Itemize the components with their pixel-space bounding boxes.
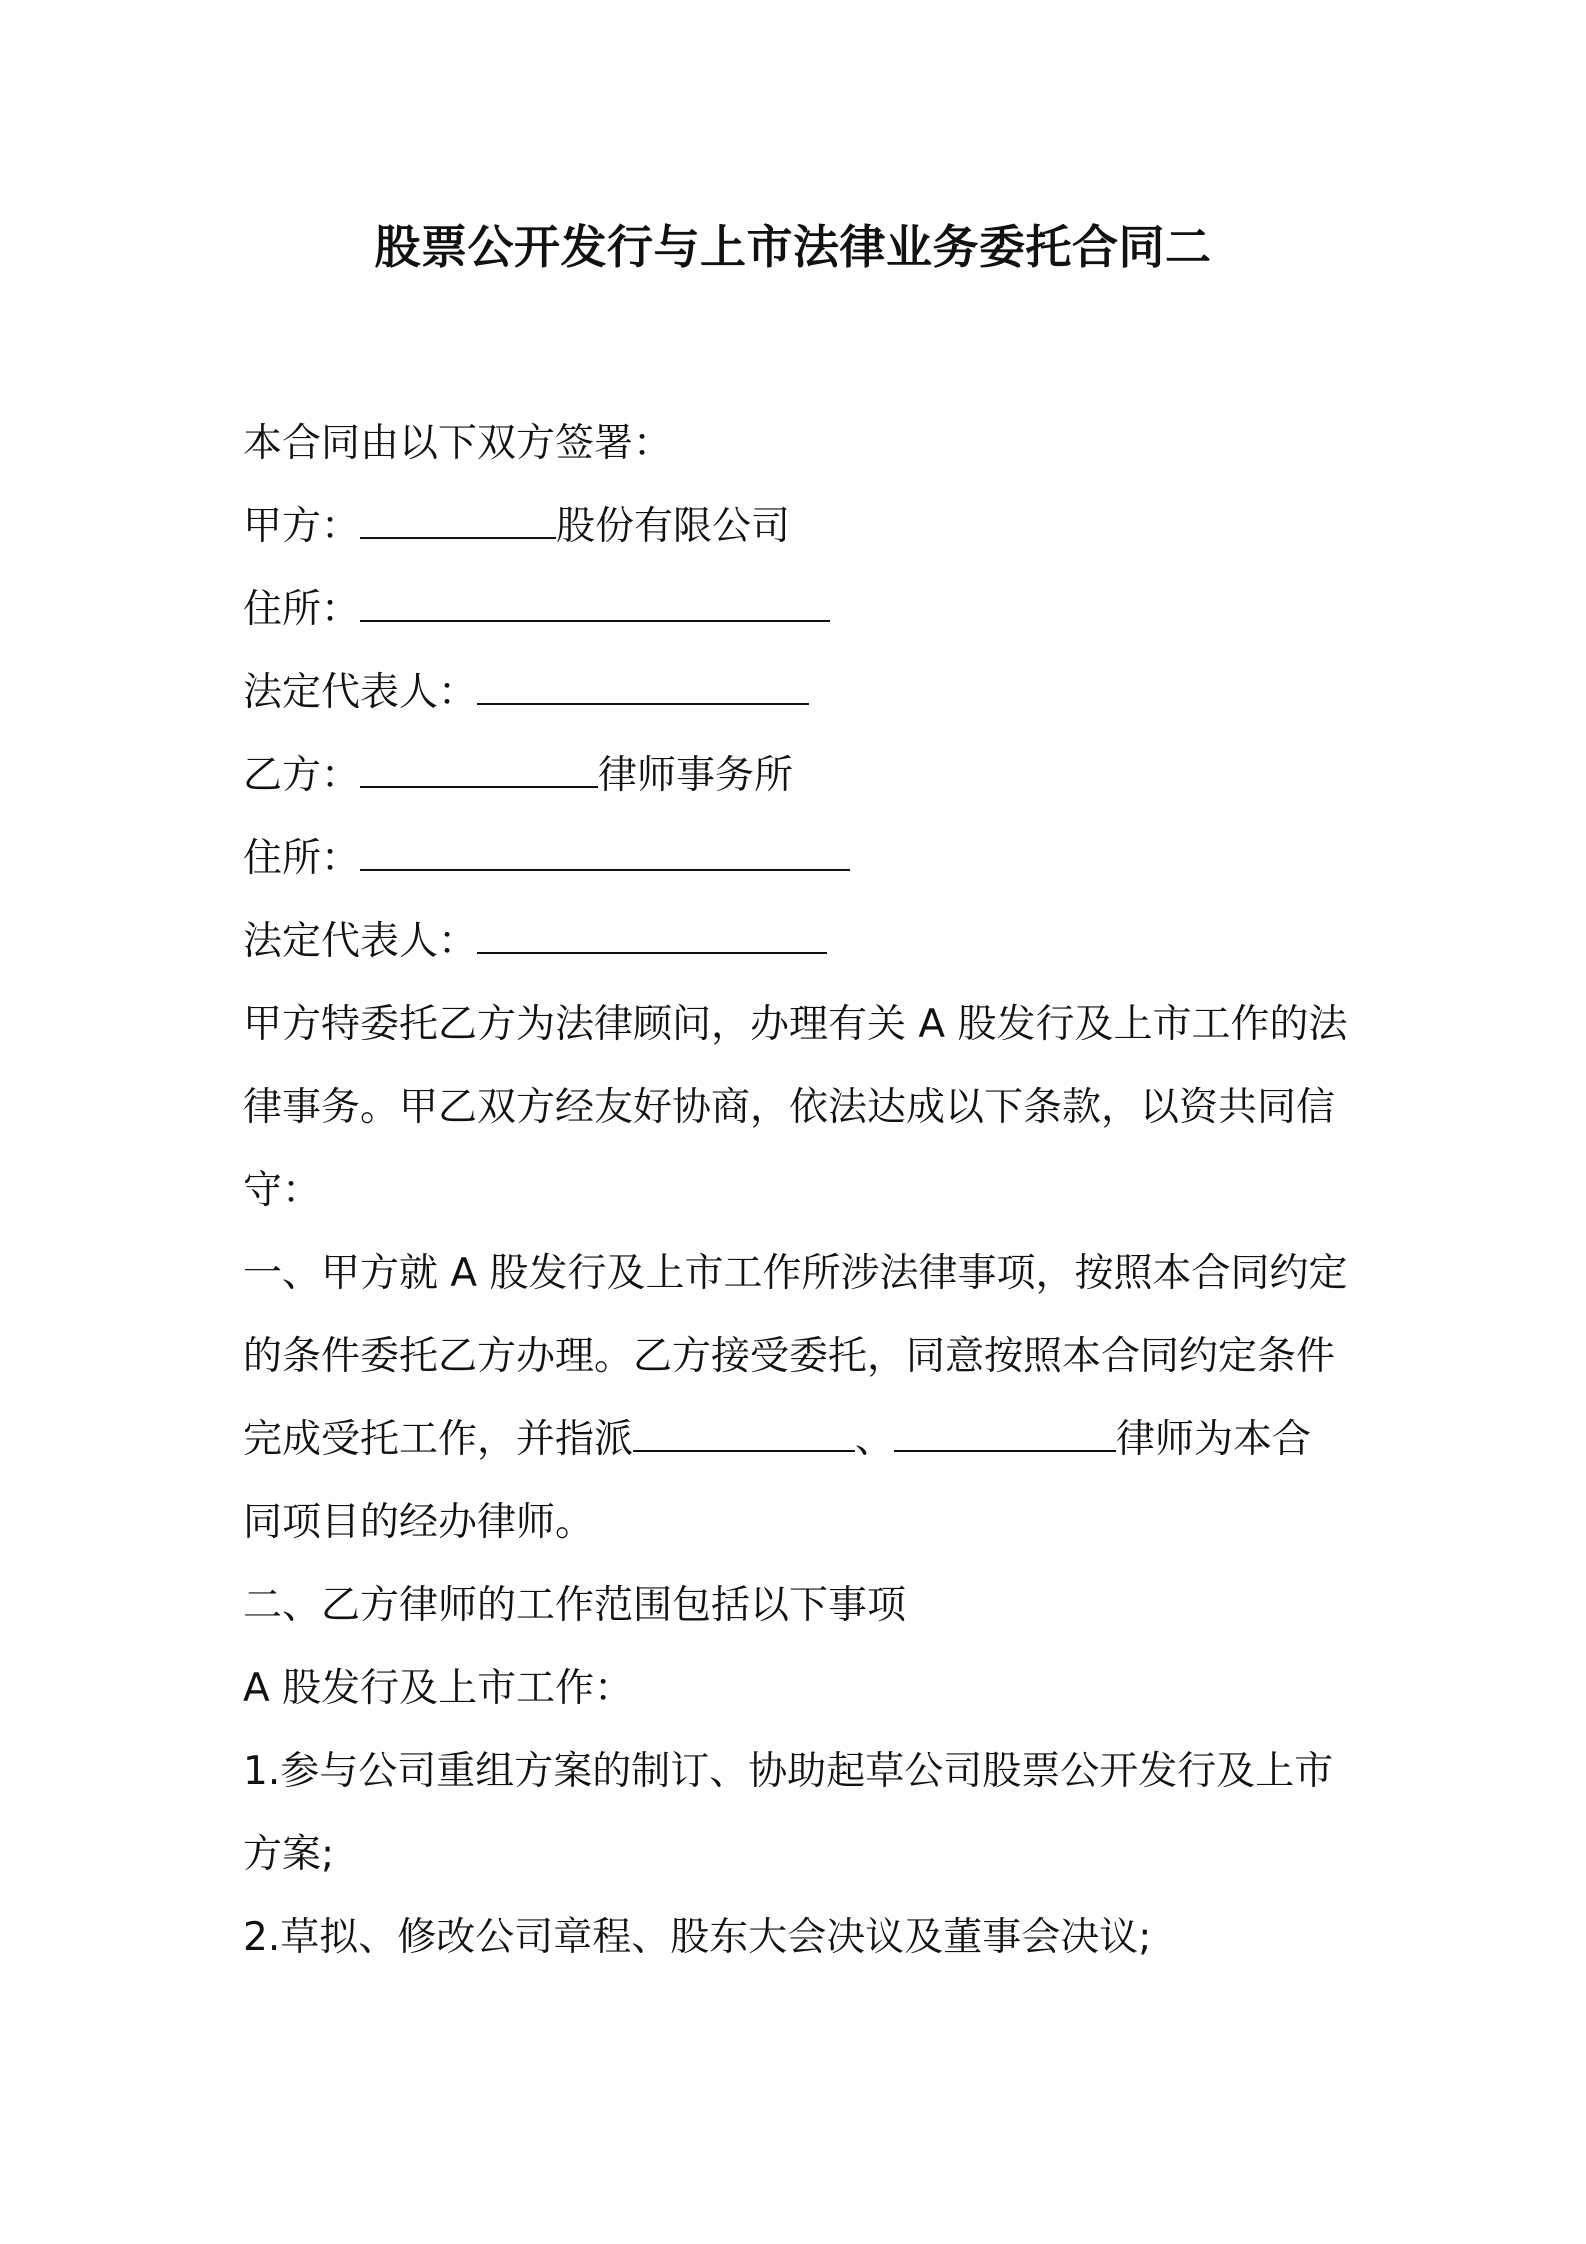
party-a-rep-blank[interactable]: [477, 667, 809, 705]
party-a-label: 甲方：: [243, 504, 361, 549]
party-b-address-line: [243, 817, 1363, 900]
preamble-line-3: 守：: [243, 1168, 322, 1213]
party-b-rep-line: [243, 900, 1363, 983]
clause1-line-3-post: 律师为本合: [1116, 1417, 1312, 1462]
party-a-rep-line: [243, 651, 1363, 734]
party-a-address-blank[interactable]: [360, 584, 830, 622]
party-b-rep-label: 法定代表人：: [243, 919, 478, 964]
party-a-name-blank[interactable]: [360, 501, 556, 539]
preamble-line-1: 甲方特委托乙方为法律顾问，办理有关 A 股发行及上市工作的法: [243, 1002, 1348, 1047]
lawyer-2-blank[interactable]: [894, 1414, 1116, 1452]
party-b-suffix: 律师事务所: [598, 753, 794, 798]
intro-line: 本合同由以下双方签署：: [243, 421, 673, 466]
clause1-line-2: 的条件委托乙方办理。乙方接受委托，同意按照本合同约定条件: [243, 1334, 1336, 1379]
clause2-item1-line-2: 方案;: [243, 1832, 335, 1877]
clause1-line-3-sep: 、: [855, 1417, 895, 1462]
party-b-line: [243, 734, 1363, 817]
party-a-address-label: 住所：: [243, 587, 361, 632]
party-b-rep-blank[interactable]: [477, 916, 827, 954]
party-a-line: [243, 485, 1363, 568]
clause1-line-1: 一、甲方就 A 股发行及上市工作所涉法律事项，按照本合同约定: [243, 1251, 1348, 1296]
document-body: [243, 402, 1363, 1979]
preamble-line-2: 律事务。甲乙双方经友好协商，依法达成以下条款，以资共同信: [243, 1085, 1336, 1130]
clause2-item1-line-1: 1.参与公司重组方案的制订、协助起草公司股票公开发行及上市: [243, 1749, 1334, 1794]
party-a-suffix: 股份有限公司: [556, 504, 791, 549]
party-b-address-label: 住所：: [243, 836, 361, 881]
clause2-item2: 2.草拟、修改公司章程、股东大会决议及董事会决议;: [243, 1915, 1152, 1960]
party-b-name-blank[interactable]: [360, 750, 598, 788]
clause1-line-3-pre: 完成受托工作，并指派: [243, 1417, 634, 1462]
party-a-rep-label: 法定代表人：: [243, 670, 478, 715]
clause2-heading: 二、乙方律师的工作范围包括以下事项: [243, 1583, 907, 1628]
lawyer-1-blank[interactable]: [633, 1414, 855, 1452]
party-a-address-line: [243, 568, 1363, 651]
clause1-line-4: 同项目的经办律师。: [243, 1500, 595, 1545]
party-b-address-blank[interactable]: [360, 833, 850, 871]
party-b-label: 乙方：: [243, 753, 361, 798]
clause2-subheading: A 股发行及上市工作：: [243, 1666, 634, 1711]
clause1-line-3: [243, 1398, 1363, 1481]
document-title: 股票公开发行与上市法律业务委托合同二: [374, 220, 1212, 274]
